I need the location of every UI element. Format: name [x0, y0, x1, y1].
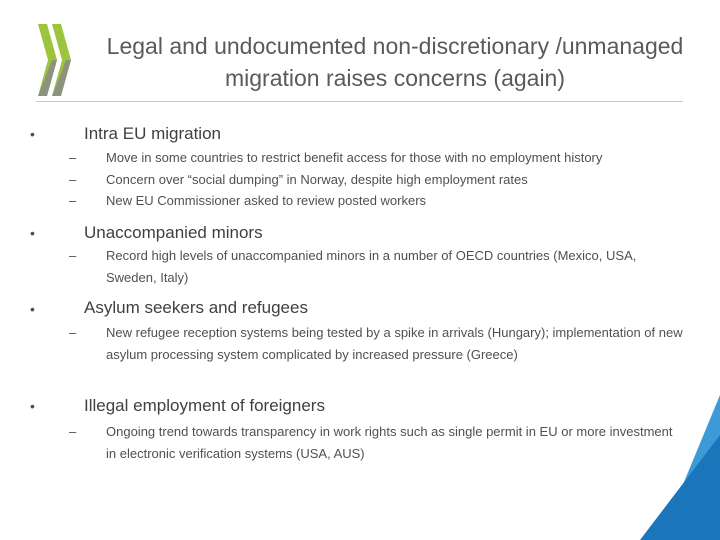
dash-marker: –	[69, 193, 77, 208]
dash-marker: –	[69, 248, 77, 263]
bullet-marker: •	[30, 126, 35, 142]
sub-item: Ongoing trend towards transparency in work rights such as single permit in EU or more investment in electronic verification systems (USA, AUS)	[106, 424, 673, 461]
section-heading-minors: Unaccompanied minors	[84, 223, 263, 242]
section-heading-intra-eu: Intra EU migration	[84, 124, 221, 143]
dash-marker: –	[69, 172, 77, 187]
sub-item: Concern over “social dumping” in Norway, despite high employment rates	[106, 172, 528, 187]
dash-marker: –	[69, 325, 77, 340]
section-heading-illegal-employment: Illegal employment of foreigners	[84, 396, 325, 415]
bullet-marker: •	[30, 301, 35, 317]
slide-title: Legal and undocumented non-discretionary /unmanaged migration raises concerns (again)	[106, 33, 684, 91]
section-heading-asylum: Asylum seekers and refugees	[84, 298, 308, 317]
dash-marker: –	[69, 150, 77, 165]
sub-item: New refugee reception systems being tested by a spike in arrivals (Hungary); implementation of new asylum processing system complicated by increased pressure (Greece)	[106, 325, 683, 362]
bullet-marker: •	[30, 398, 35, 414]
corner-accent-icon	[640, 395, 720, 540]
corner-dark-shape	[640, 435, 720, 540]
bullet-marker: •	[30, 225, 35, 241]
sub-item: New EU Commissioner asked to review posted workers	[106, 193, 427, 208]
sub-item: Record high levels of unaccompanied minors in a number of OECD countries (Mexico, USA, Sweden, Italy)	[106, 248, 637, 285]
dash-marker: –	[69, 424, 77, 439]
sub-item: Move in some countries to restrict benefit access for those with no employment history	[106, 150, 603, 165]
